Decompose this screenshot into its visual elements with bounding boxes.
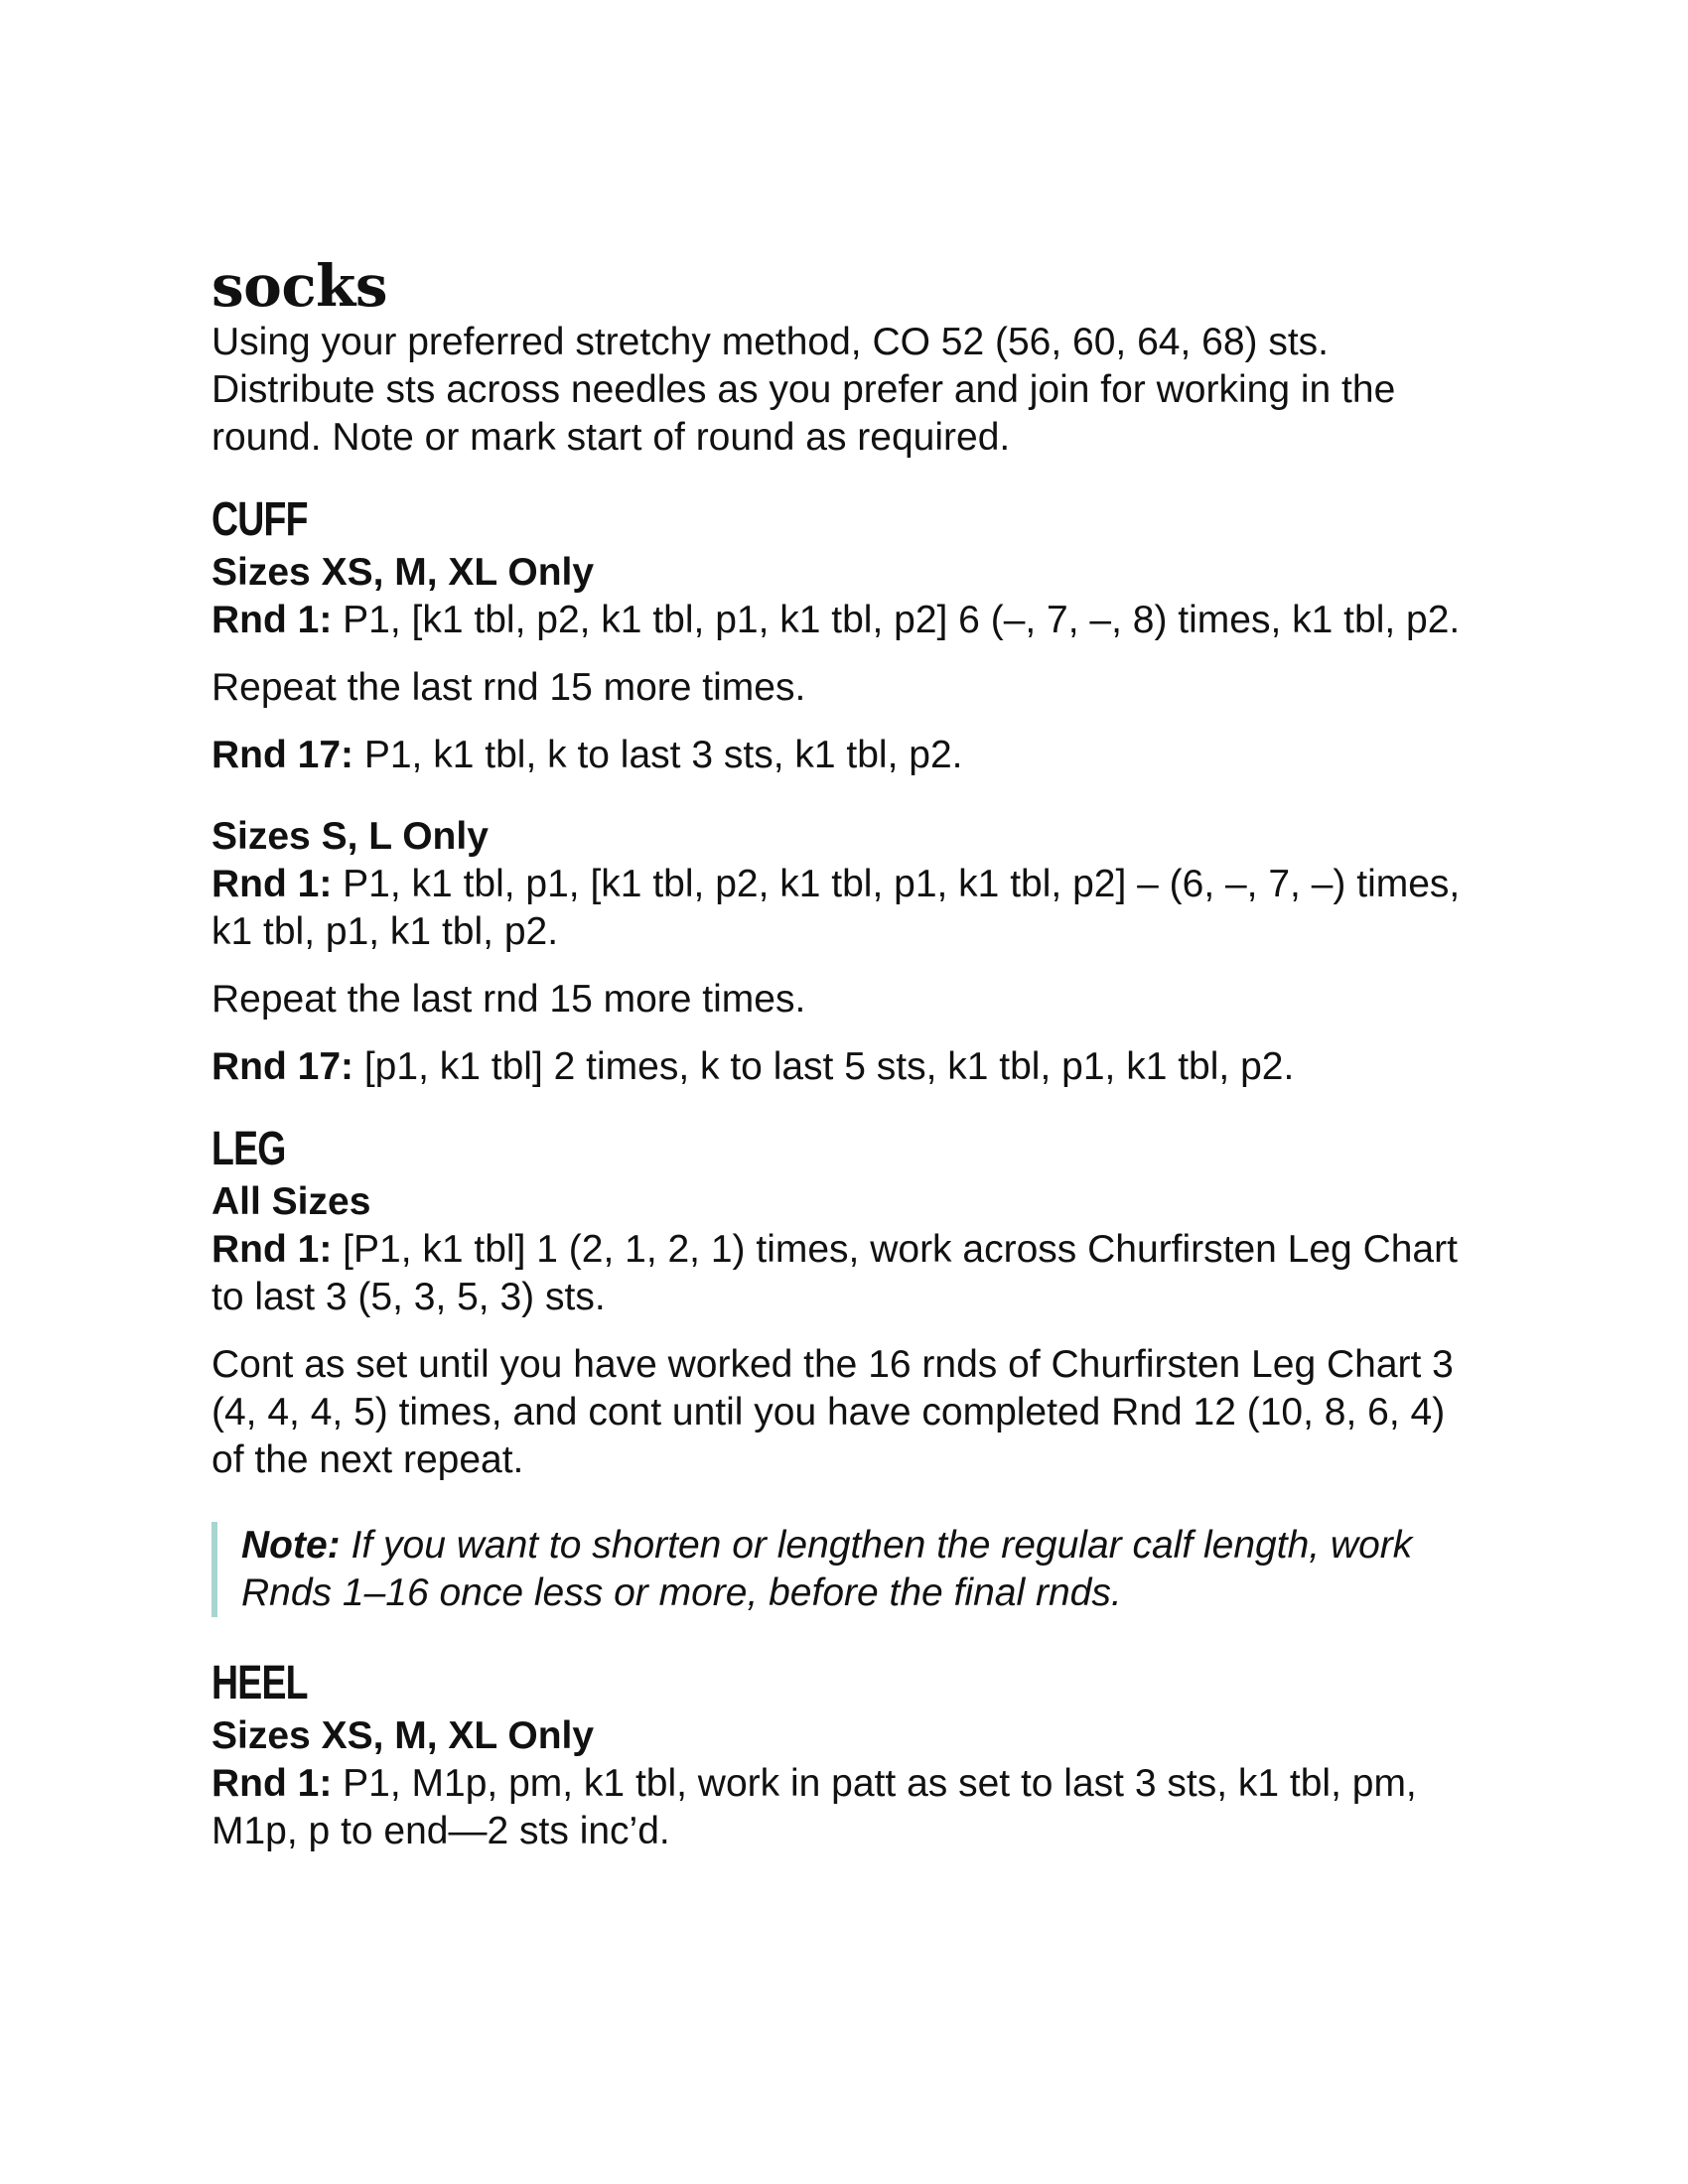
rnd-label: Rnd 1: xyxy=(211,599,333,641)
leg-section xyxy=(211,1121,1482,1617)
note-callout xyxy=(211,1522,1482,1617)
cuff-repeat-s-l: Repeat the last rnd 15 more times. xyxy=(211,978,806,1021)
heel-heading: HEEL xyxy=(211,1657,308,1709)
cuff-rnd17-xs-m-xl xyxy=(211,732,1482,779)
heel-section xyxy=(211,1655,1482,1855)
rnd-label: Rnd 17: xyxy=(211,734,354,776)
note-label: Note: xyxy=(241,1524,341,1567)
cuff-rnd17-s-l xyxy=(211,1043,1482,1091)
note-body: If you want to shorten or lengthen the regular calf length, work Rnds 1–16 once less or more, before the final rnds. xyxy=(241,1524,1413,1614)
cuff-heading: CUFF xyxy=(211,493,308,546)
rnd-text: P1, k1 tbl, p1, [k1 tbl, p2, k1 tbl, p1, k1 tbl, p2] – (6, –, 7, –) times, k1 tbl, p1, k1 tbl, p2. xyxy=(211,863,1461,953)
cuff-rnd1-s-l xyxy=(211,861,1482,956)
cuff-group-s-l xyxy=(211,813,1482,1091)
rnd-text: [P1, k1 tbl] 1 (2, 1, 2, 1) times, work across Churfirsten Leg Chart to last 3 (5, 3, 5, 3) sts. xyxy=(211,1228,1458,1318)
rnd-text: P1, M1p, pm, k1 tbl, work in patt as set to last 3 sts, k1 tbl, pm, M1p, p to end—2 sts inc’d. xyxy=(211,1762,1417,1852)
cuff-group-xs-m-xl xyxy=(211,549,1482,779)
cuff-subheading-s-l: Sizes S, L Only xyxy=(211,815,489,858)
heel-subheading: Sizes XS, M, XL Only xyxy=(211,1714,595,1757)
pattern-page xyxy=(211,253,1482,1855)
rnd-label: Rnd 17: xyxy=(211,1045,354,1088)
note-text xyxy=(241,1522,1482,1617)
heel-rnd1 xyxy=(211,1760,1482,1855)
leg-rnd1 xyxy=(211,1226,1482,1321)
rnd-label: Rnd 1: xyxy=(211,1762,333,1805)
cuff-rnd1-xs-m-xl xyxy=(211,597,1482,644)
leg-subheading: All Sizes xyxy=(211,1180,371,1223)
leg-heading: LEG xyxy=(211,1123,286,1175)
rnd-text: P1, [k1 tbl, p2, k1 tbl, p1, k1 tbl, p2] 6 (–, 7, –, 8) times, k1 tbl, p2. xyxy=(332,599,1461,641)
rnd-text: [p1, k1 tbl] 2 times, k to last 5 sts, k1 tbl, p1, k1 tbl, p2. xyxy=(353,1045,1295,1088)
page-title: socks xyxy=(211,252,387,320)
leg-continue: Cont as set until you have worked the 16 rnds of Churfirsten Leg Chart 3 (4, 4, 4, 5) times, and cont until you have completed Rnd 12 (10, 8, 6, 4) of the next repeat. xyxy=(211,1343,1454,1481)
rnd-label: Rnd 1: xyxy=(211,1228,333,1271)
cuff-repeat-xs-m-xl: Repeat the last rnd 15 more times. xyxy=(211,666,806,709)
rnd-label: Rnd 1: xyxy=(211,863,333,905)
cuff-section xyxy=(211,491,1482,1091)
cuff-subheading-xs-m-xl: Sizes XS, M, XL Only xyxy=(211,551,595,594)
intro-paragraph: Using your preferred stretchy method, CO 52 (56, 60, 64, 68) sts. Distribute sts across needles as you prefer and join for working in the round. Note or mark start of round as required. xyxy=(211,321,1396,459)
rnd-text: P1, k1 tbl, k to last 3 sts, k1 tbl, p2. xyxy=(353,734,963,776)
